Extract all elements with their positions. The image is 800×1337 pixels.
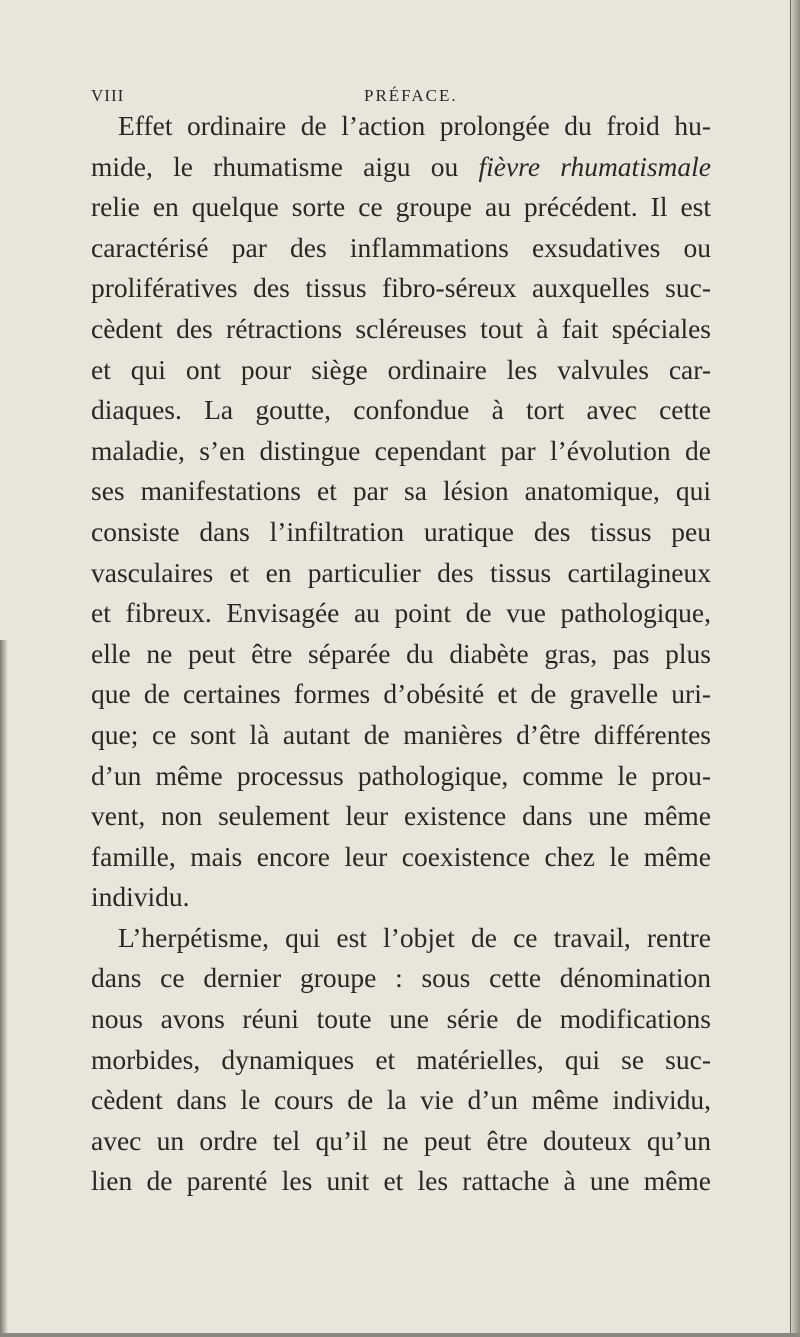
text-line: ses manifestations et par sa lésion anatomique, qui	[91, 475, 711, 507]
text-line	[91, 147, 711, 188]
paragraph-1	[91, 106, 711, 918]
text-line: vasculaires et en particulier des tissus cartilagineux	[91, 556, 711, 588]
text-line: maladie, s’en distingue cependant par l’évolution de	[91, 434, 711, 466]
binding-shadow	[0, 640, 8, 1337]
text-line: relie en quelque sorte ce groupe au précédent. Il est	[91, 191, 711, 223]
text-line: Effet ordinaire de l’action prolongée du froid hu-	[118, 110, 711, 141]
text-line: que de certaines formes d’obésité et de gravelle uri-	[91, 678, 711, 710]
paragraph-2	[91, 918, 711, 1202]
italic-term: fièvre rhumatismale	[478, 150, 711, 182]
text-line: et qui ont pour siège ordinaire les valvules car-	[91, 353, 711, 385]
text-line: cèdent des rétractions scléreuses tout à fait spéciales	[91, 312, 711, 344]
page-edge-shadow	[790, 0, 800, 1337]
text-line: nous avons réuni toute une série de modifications	[91, 1003, 711, 1035]
text-line: cèdent dans le cours de la vie d’un même individu,	[91, 1084, 711, 1116]
text-line: individu.	[91, 881, 190, 913]
text-line: elle ne peut être séparée du diabète gras, pas plus	[91, 637, 711, 669]
text-line: et fibreux. Envisagée au point de vue pathologique,	[91, 597, 711, 629]
text-line: L’herpétisme, qui est l’objet de ce travail, rentre	[118, 921, 711, 953]
running-head: PRÉFACE.	[364, 86, 458, 105]
text-line: prolifératives des tissus fibro-séreux auxquelles suc-	[91, 272, 711, 304]
text-line: dans ce dernier groupe : sous cette dénomination	[91, 962, 711, 994]
text-line: diaques. La goutte, confondue à tort avec cette	[91, 394, 711, 426]
page-number: VIII	[91, 86, 125, 105]
text-line: famille, mais encore leur coexistence chez le même	[91, 840, 711, 872]
body-text	[91, 106, 711, 1202]
text-line: vent, non seulement leur existence dans une même	[91, 800, 711, 832]
text-line: d’un même processus pathologique, comme le prou-	[91, 759, 711, 791]
text-line: morbides, dynamiques et matérielles, qui se suc-	[91, 1043, 711, 1075]
text-line: que; ce sont là autant de manières d’être différentes	[91, 718, 711, 750]
text-run: mide, le rhumatisme aigu ou	[91, 150, 479, 182]
page-bottom-edge	[0, 1333, 800, 1337]
text-line: lien de parenté les unit et les rattache à une même	[91, 1165, 711, 1197]
text-line: avec un ordre tel qu’il ne peut être douteux qu’un	[91, 1124, 711, 1156]
text-line: caractérisé par des inflammations exsudatives ou	[91, 231, 711, 263]
text-line: consiste dans l’infiltration uratique des tissus peu	[91, 515, 711, 547]
page-edge-line	[790, 0, 791, 1337]
